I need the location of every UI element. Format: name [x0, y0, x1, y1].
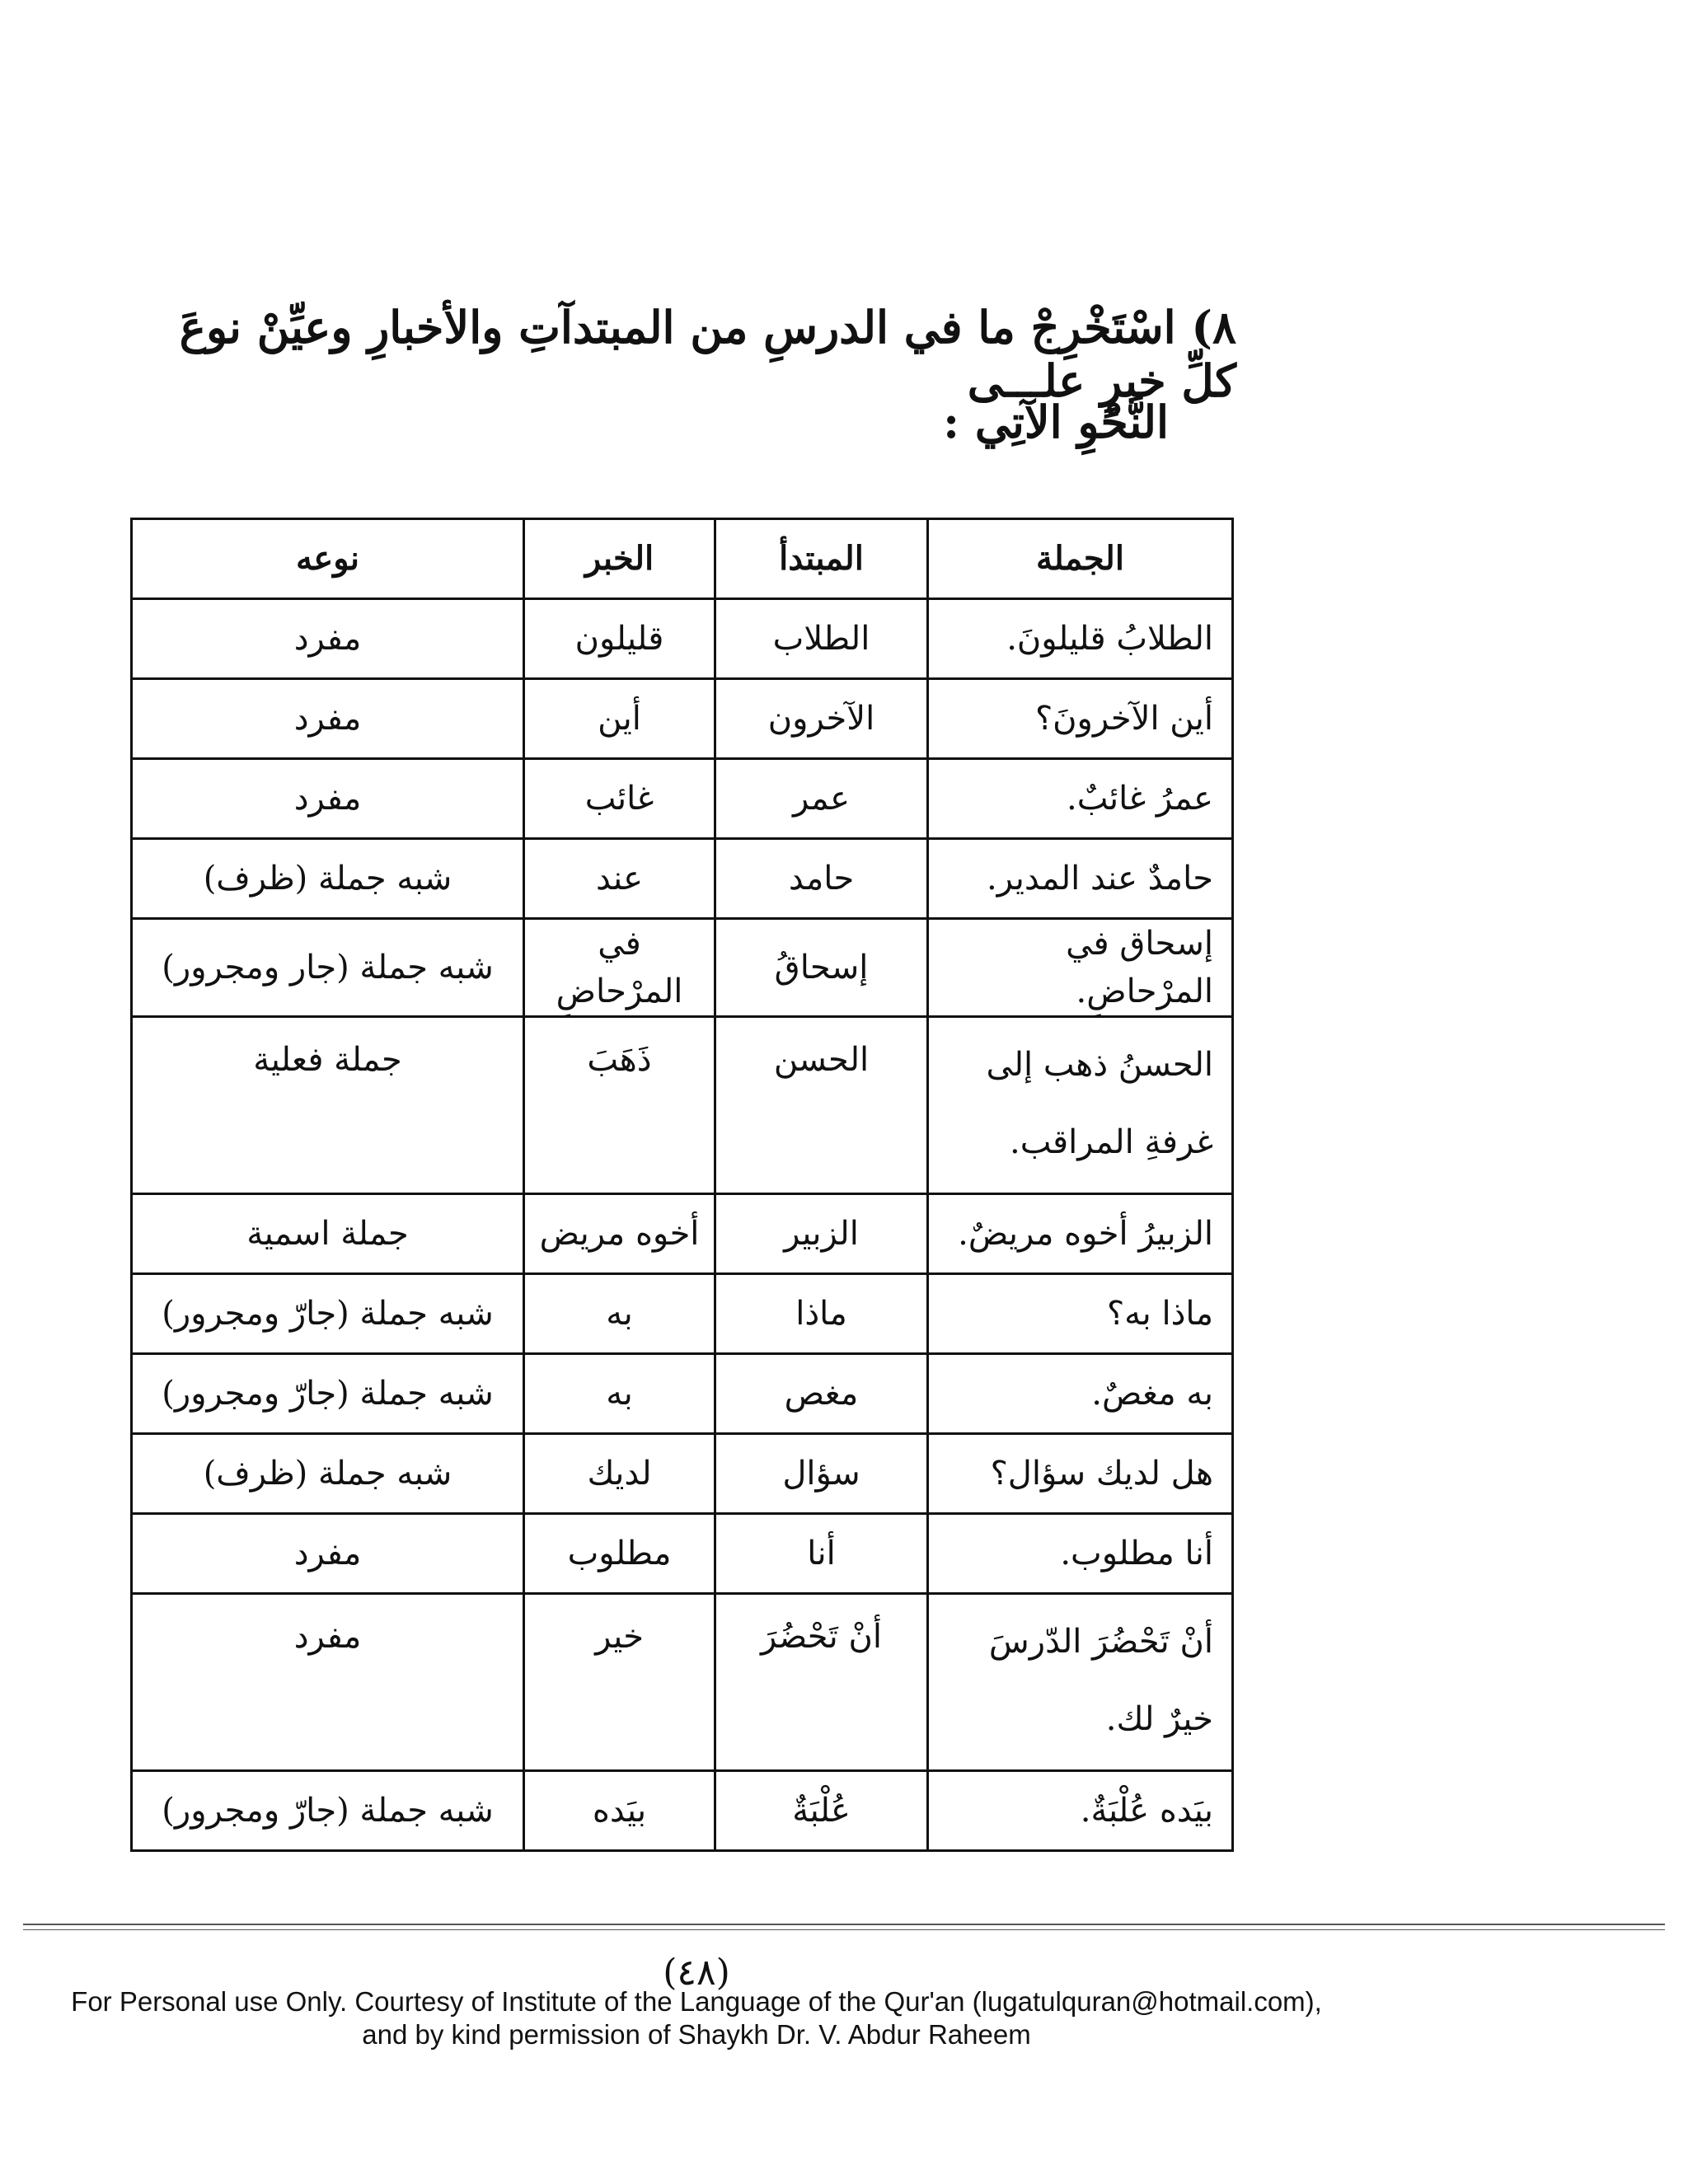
cell-type: مفرد — [132, 1594, 524, 1771]
cell-sentence: حامدٌ عند المدير. — [928, 839, 1233, 919]
cell-mubtada: إسحاقُ — [715, 919, 928, 1017]
courtesy-note: For Personal use Only. Courtesy of Institute of the Language of the Qur'an (lugatulquran@hotmail.com), — [71, 1986, 1322, 2017]
header-type: نوعه — [132, 519, 524, 599]
cell-type: مفرد — [132, 599, 524, 679]
cell-sentence: ماذا به؟ — [928, 1274, 1233, 1354]
mubtada-khabar-table — [130, 518, 1234, 1852]
cell-khabar: أين — [524, 679, 715, 759]
cell-khabar: خير — [524, 1594, 715, 1771]
cell-type: جملة اسمية — [132, 1194, 524, 1274]
cell-sentence: به مغصٌ. — [928, 1354, 1233, 1434]
cell-sentence: أين الآخرونَ؟ — [928, 679, 1233, 759]
cell-mubtada: أنا — [715, 1514, 928, 1594]
cell-khabar: في المرْحاضِ — [524, 919, 715, 1017]
cell-sentence: الطلابُ قليلونَ. — [928, 599, 1233, 679]
permission-note: and by kind permission of Shaykh Dr. V. Abdur Raheem — [362, 2019, 1031, 2050]
cell-sentence: عمرُ غائبٌ. — [928, 759, 1233, 839]
footer-divider-thin — [23, 1929, 1665, 1930]
table-row — [132, 679, 1233, 759]
cell-sentence: بيَده عُلْبَةٌ. — [928, 1771, 1233, 1851]
cell-sentence: الزبيرُ أخوه مريضٌ. — [928, 1194, 1233, 1274]
page-number: (٤٨) — [663, 1952, 730, 1994]
table-row — [132, 1274, 1233, 1354]
cell-mubtada: سؤال — [715, 1434, 928, 1514]
cell-type: شبه جملة (ظرف) — [132, 839, 524, 919]
table-row — [132, 759, 1233, 839]
cell-type: جملة فعلية — [132, 1017, 524, 1194]
cell-type: شبه جملة (جارّ ومجرور) — [132, 1771, 524, 1851]
cell-type: مفرد — [132, 1514, 524, 1594]
cell-sentence: الحسنُ ذهب إلى غرفةِ المراقب. — [928, 1017, 1233, 1194]
table-row — [132, 1194, 1233, 1274]
header-mubtada: المبتدأ — [715, 519, 928, 599]
cell-sentence: أنْ تَحْضُرَ الدّرسَ خيرٌ لك. — [928, 1594, 1233, 1771]
cell-khabar: به — [524, 1354, 715, 1434]
cell-mubtada: عُلْبَةٌ — [715, 1771, 928, 1851]
cell-type: مفرد — [132, 759, 524, 839]
table-row — [132, 1434, 1233, 1514]
cell-sentence: هل لديك سؤال؟ — [928, 1434, 1233, 1514]
cell-mubtada: الزبير — [715, 1194, 928, 1274]
cell-khabar: بيَده — [524, 1771, 715, 1851]
header-khabar: الخبر — [524, 519, 715, 599]
cell-khabar: لديك — [524, 1434, 715, 1514]
cell-khabar: عند — [524, 839, 715, 919]
table-row — [132, 839, 1233, 919]
cell-type: مفرد — [132, 679, 524, 759]
table-row — [132, 1354, 1233, 1434]
cell-khabar: به — [524, 1274, 715, 1354]
cell-sentence: إسحاق في المرْحاضِ. — [928, 919, 1233, 1017]
cell-mubtada: ماذا — [715, 1274, 928, 1354]
header-sentence: الجملة — [928, 519, 1233, 599]
cell-khabar: قليلون — [524, 599, 715, 679]
cell-mubtada: عمر — [715, 759, 928, 839]
cell-type: شبه جملة (ظرف) — [132, 1434, 524, 1514]
cell-type: شبه جملة (جارّ ومجرور) — [132, 1354, 524, 1434]
exercise-instruction-line-2: النَّحْوِ الآتِي : — [943, 396, 1169, 448]
cell-khabar: ذَهَبَ — [524, 1017, 715, 1194]
table-row — [132, 1017, 1233, 1194]
cell-khabar: أخوه مريض — [524, 1194, 715, 1274]
table-row — [132, 1771, 1233, 1851]
cell-khabar: مطلوب — [524, 1514, 715, 1594]
cell-type: شبه جملة (جارّ ومجرور) — [132, 1274, 524, 1354]
grammar-table-container — [130, 518, 1231, 1852]
table-row — [132, 919, 1233, 1017]
cell-mubtada: الحسن — [715, 1017, 928, 1194]
cell-mubtada: أنْ تَحْضُرَ — [715, 1594, 928, 1771]
exercise-instruction-line-1: ٨) اسْتَخْرِجْ ما في الدرسِ من المبتدآتِ والأخبارِ وعيِّنْ نوعَ كلِّ خبرٍ علـــى — [179, 301, 1236, 407]
cell-type: شبه جملة (جار ومجرور) — [132, 919, 524, 1017]
cell-mubtada: مغص — [715, 1354, 928, 1434]
table-header-row — [132, 519, 1233, 599]
cell-khabar: غائب — [524, 759, 715, 839]
cell-mubtada: الآخرون — [715, 679, 928, 759]
footer-divider — [23, 1924, 1665, 1925]
table-row — [132, 1594, 1233, 1771]
cell-mubtada: حامد — [715, 839, 928, 919]
cell-mubtada: الطلاب — [715, 599, 928, 679]
table-row — [132, 1514, 1233, 1594]
cell-sentence: أنا مطلوب. — [928, 1514, 1233, 1594]
table-row — [132, 599, 1233, 679]
